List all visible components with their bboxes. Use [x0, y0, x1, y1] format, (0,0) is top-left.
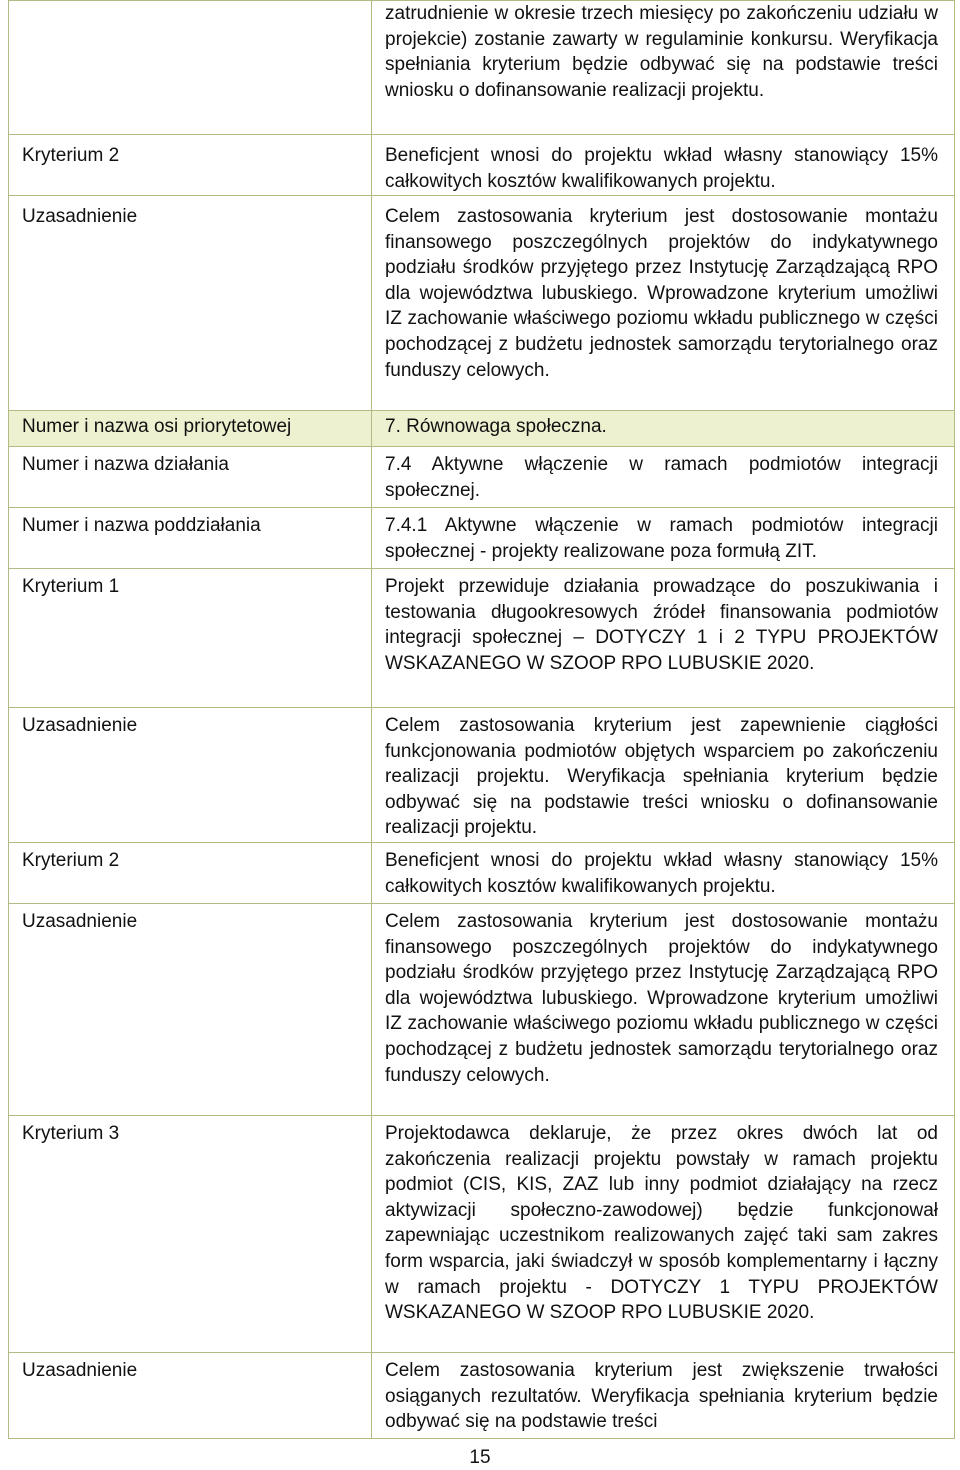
- table-row: [9, 569, 955, 708]
- table-row: [9, 411, 955, 447]
- row-value: Projektodawca deklaruje, że przez okres dwóch lat od zakończenia realizacji projektu powstały w ramach projektu podmiot (CIS, KIS, ZAZ lub inny podmiot działający na rzecz aktywizacji społeczno-zawodowej) będzie funkcjonował zapewniając uczestnikom realizowanych zajęć taki sam zakres form wsparcia, jaki świadczył w sposób komplementarny i łączny w ramach projektu - DOTYCZY 1 TYPU PROJEKTÓW WSKAZANEGO W SZOOP RPO LUBUSKIE 2020.: [372, 1116, 955, 1353]
- table-row: [9, 1, 955, 135]
- table-row: [9, 135, 955, 196]
- row-label: Uzasadnienie: [9, 1353, 372, 1439]
- row-value: Celem zastosowania kryterium jest dostosowanie montażu finansowego poszczególnych projektów do indykatywnego podziału środków przyjętego przez Instytucję Zarządzającą RPO dla województwa lubuskiego. Wprowadzone kryterium umożliwi IZ zachowanie właściwego poziomu wkładu publicznego w części pochodzącej z budżetu jednostek samorządu terytorialnego oraz funduszy celowych.: [372, 904, 955, 1116]
- row-label: Numer i nazwa działania: [9, 447, 372, 508]
- row-label: Kryterium 1: [9, 569, 372, 708]
- row-label: Uzasadnienie: [9, 196, 372, 411]
- row-value: Celem zastosowania kryterium jest zapewnienie ciągłości funkcjonowania podmiotów objętych wsparciem po zakończeniu realizacji projektu. Weryfikacja spełniania kryterium będzie odbywać się na podstawie treści wniosku o dofinansowanie realizacji projektu.: [372, 708, 955, 843]
- table-row: [9, 447, 955, 508]
- row-value: Beneficjent wnosi do projektu wkład własny stanowiący 15% całkowitych kosztów kwalifikowanych projektu.: [372, 843, 955, 904]
- table-row: [9, 508, 955, 569]
- table-row: [9, 843, 955, 904]
- table-row: [9, 904, 955, 1116]
- row-value: 7.4.1 Aktywne włączenie w ramach podmiotów integracji społecznej - projekty realizowane poza formułą ZIT.: [372, 508, 955, 569]
- row-value: 7. Równowaga społeczna.: [372, 411, 955, 447]
- row-label: [9, 1, 372, 135]
- row-label: Uzasadnienie: [9, 904, 372, 1116]
- row-value: Projekt przewiduje działania prowadzące do poszukiwania i testowania długookresowych źródeł finansowania podmiotów integracji społecznej – DOTYCZY 1 i 2 TYPU PROJEKTÓW WSKAZANEGO W SZOOP RPO LUBUSKIE 2020.: [372, 569, 955, 708]
- row-label: Numer i nazwa osi priorytetowej: [9, 411, 372, 447]
- row-value: Celem zastosowania kryterium jest zwiększenie trwałości osiąganych rezultatów. Weryfikacja spełniania kryterium będzie odbywać się na podstawie treści: [372, 1353, 955, 1439]
- row-value: Celem zastosowania kryterium jest dostosowanie montażu finansowego poszczególnych projektów do indykatywnego podziału środków przyjętego przez Instytucję Zarządzającą RPO dla województwa lubuskiego. Wprowadzone kryterium umożliwi IZ zachowanie właściwego poziomu wkładu publicznego w części pochodzącej z budżetu jednostek samorządu terytorialnego oraz funduszy celowych.: [372, 196, 955, 411]
- row-label: Numer i nazwa poddziałania: [9, 508, 372, 569]
- table-row: [9, 1353, 955, 1439]
- row-label: Kryterium 2: [9, 843, 372, 904]
- table-row: [9, 196, 955, 411]
- row-label: Kryterium 2: [9, 135, 372, 196]
- table-row: [9, 708, 955, 843]
- row-value: 7.4 Aktywne włączenie w ramach podmiotów integracji społecznej.: [372, 447, 955, 508]
- row-value: zatrudnienie w okresie trzech miesięcy po zakończeniu udziału w projekcie) zostanie zawarty w regulaminie konkursu. Weryfikacja spełniania kryterium będzie odbywać się na podstawie treści wniosku o dofinansowanie realizacji projektu.: [372, 1, 955, 135]
- row-label: Uzasadnienie: [9, 708, 372, 843]
- criteria-table: [8, 0, 955, 1439]
- row-label: Kryterium 3: [9, 1116, 372, 1353]
- page-number: 15: [469, 1447, 491, 1468]
- table-row: [9, 1116, 955, 1353]
- row-value: Beneficjent wnosi do projektu wkład własny stanowiący 15% całkowitych kosztów kwalifikowanych projektu.: [372, 135, 955, 196]
